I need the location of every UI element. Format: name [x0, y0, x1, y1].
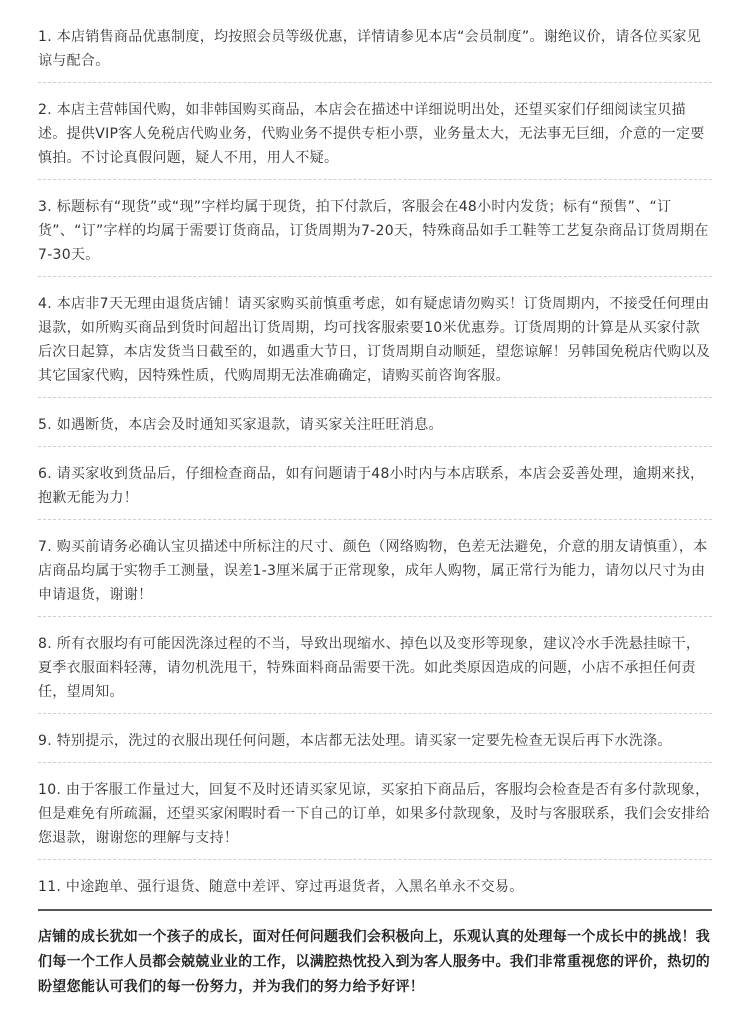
policy-rule: 8. 所有衣服均有可能因洗涤过程的不当，导致出现缩水、掉色以及变形等现象，建议冷水手洗悬挂晾干，夏季衣服面料轻薄，请勿机洗甩干，特殊面料商品需要干洗。如此类原因造成的问题，小店不承担任何责任，望周知。: [38, 627, 712, 714]
policy-rule: 4. 本店非7天无理由退货店铺！请买家购买前慎重考虑，如有疑虑请勿购买！订货周期内，不接受任何理由退款，如所购买商品到货时间超出订货周期，均可找客服索要10米优惠券。订货周期的计算是从买家付款后次日起算，本店发货当日截至的，如遇重大节日，订货周期自动顺延，望您谅解！另韩国免税店代购以及其它国家代购，因特殊性质，代购周期无法准确确定，请购买前咨询客服。: [38, 287, 712, 398]
closing-statement: 店铺的成长犹如一个孩子的成长，面对任何问题我们会积极向上，乐观认真的处理每一个成长中的挑战！我们每一个工作人员都会兢兢业业的工作，以满腔热忱投入到为客人服务中。我们非常重视您的评价，热切的盼望您能认可我们的每一份努力，并为我们的努力给予好评！: [38, 929, 711, 995]
policy-rule: 9. 特别提示，洗过的衣服出现任何问题，本店都无法处理。请买家一定要先检查无误后再下水洗涤。: [38, 724, 712, 763]
policy-rule: 3. 标题标有“现货”或“现”字样均属于现货，拍下付款后，客服会在48小时内发货；标有“预售”、“订货”、“订”字样的均属于需要订货商品，订货周期为7-20天，特殊商品如手工鞋等工艺复杂商品订货周期在7-30天。: [38, 190, 712, 277]
policy-rule: 1. 本店销售商品优惠制度，均按照会员等级优惠，详情请参见本店“会员制度”。谢绝议价，请各位买家见谅与配合。: [38, 20, 712, 83]
policy-rule-list: [38, 20, 712, 905]
policy-rule: 10. 由于客服工作量过大，回复不及时还请买家见谅，买家拍下商品后，客服均会检查是否有多付款现象，但是难免有所疏漏，还望买家闲暇时看一下自己的订单，如果多付款现象，及时与客服联系，我们会安排给您退款，谢谢您的理解与支持！: [38, 773, 712, 860]
section-divider: [38, 909, 712, 911]
policy-rule: 11. 中途跑单、强行退货、随意中差评、穿过再退货者，入黑名单永不交易。: [38, 879, 524, 895]
policy-rule: 6. 请买家收到货品后，仔细检查商品，如有问题请于48小时内与本店联系，本店会妥善处理，逾期来找，抱歉无能为力！: [38, 457, 712, 520]
policy-rule: 5. 如遇断货，本店会及时通知买家退款，请买家关注旺旺消息。: [38, 408, 712, 447]
policy-rule: 2. 本店主营韩国代购，如非韩国购买商品，本店会在描述中详细说明出处，还望买家们仔细阅读宝贝描述。提供VIP客人免税店代购业务，代购业务不提供专柜小票，业务量太大，无法事无巨细，介意的一定要慎拍。不讨论真假问题，疑人不用，用人不疑。: [38, 93, 712, 180]
policy-rule: 7. 购买前请务必确认宝贝描述中所标注的尺寸、颜色（网络购物，色差无法避免，介意的朋友请慎重），本店商品均属于实物手工测量，误差1-3厘米属于正常现象，成年人购物，属正常行为能力，请勿以尺寸为由申请退货，谢谢！: [38, 530, 712, 617]
